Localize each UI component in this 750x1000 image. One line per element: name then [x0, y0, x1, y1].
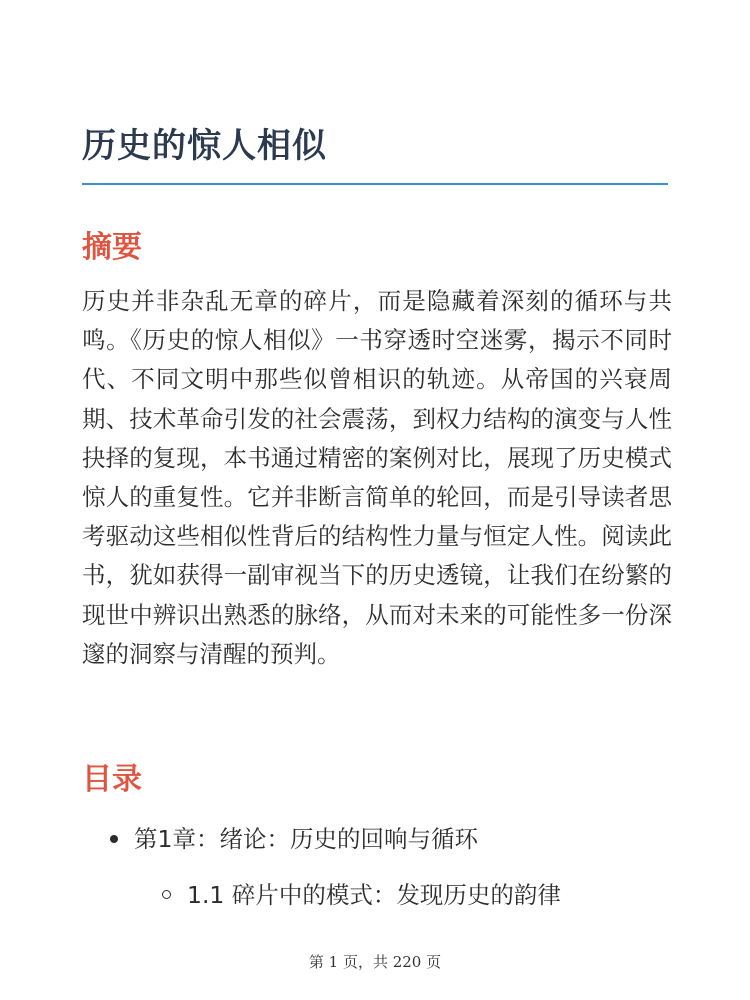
- toc-item-label: 第1章：绪论：历史的回响与循环: [134, 825, 478, 853]
- document-title: 历史的惊人相似: [82, 126, 327, 166]
- page-number-footer: 第 1 页，共 220 页: [308, 953, 442, 971]
- toc-item-chapter-1[interactable]: [110, 820, 478, 854]
- circle-bullet-icon: [162, 890, 171, 899]
- toc-heading: 目录: [82, 762, 142, 797]
- abstract-heading: 摘要: [82, 230, 142, 265]
- toc-item-label: 1.1 碎片中的模式：发现历史的韵律: [187, 881, 561, 909]
- title-divider: [82, 183, 668, 185]
- toc-item-section-1-1[interactable]: [162, 876, 561, 910]
- disc-bullet-icon: [110, 835, 118, 843]
- abstract-paragraph: 历史并非杂乱无章的碎片，而是隐藏着深刻的循环与共鸣。《历史的惊人相似》一书穿透时空迷雾，揭示不同时代、不同文明中那些似曾相识的轨迹。从帝国的兴衰周期、技术革命引发的社会震荡，到权力结构的演变与人性抉择的复现，本书通过精密的案例对比，展现了历史模式惊人的重复性。它并非断言简单的轮回，而是引导读者思考驱动这些相似性背后的结构性力量与恒定人性。阅读此书，犹如获得一副审视当下的历史透镜，让我们在纷繁的现世中辨识出熟悉的脉络，从而对未来的可能性多一份深邃的洞察与清醒的预判。: [82, 287, 672, 668]
